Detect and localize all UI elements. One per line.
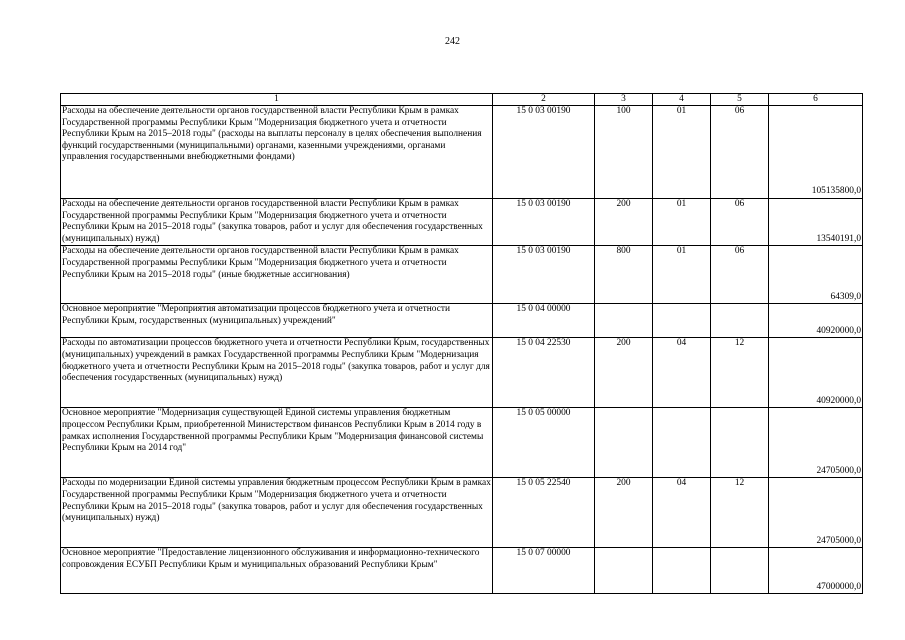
header-cell-code: 2 [493, 94, 595, 106]
row-name-cell: Основное мероприятие "Предоставление лицензионного обслуживания и информационно-технического сопровождения ЕСУБП Республики Крым и муниципальных образований Республики Крым" [61, 548, 493, 594]
row-vr-cell: 200 [595, 199, 653, 246]
row-vr-cell: 800 [595, 246, 653, 304]
row-pr-cell: 06 [711, 199, 769, 246]
row-code-cell: 15 0 03 00190 [493, 106, 595, 199]
header-cell-name: 1 [61, 94, 493, 106]
row-pr-cell: 12 [711, 478, 769, 548]
table-row [61, 548, 863, 594]
row-sum-cell: 24705000,0 [769, 478, 863, 548]
row-code-cell: 15 0 03 00190 [493, 246, 595, 304]
table-row [61, 106, 863, 199]
row-name-cell: Основное мероприятие "Модернизация существующей Единой системы управления бюджетным процессом Республики Крым, приобретенной Министерством финансов Республики Крым в 2014 году в рамках исполнения Государственной программы Республики Крым "Модернизация финансовой системы Республики Крым на 2014 год" [61, 408, 493, 478]
row-rz-cell: 01 [653, 106, 711, 199]
row-sum-cell: 47000000,0 [769, 548, 863, 594]
row-name-cell: Расходы по автоматизации процессов бюджетного учета и отчетности Республики Крым, государственных (муниципальных) учреждений в рамках Государственной программы Республики Крым "Модернизация бюджетного учета и отчетности Республики Крым на 2015–2018 годы" (закупка товаров, работ и услуг для обеспечения государственных (муниципальных) нужд) [61, 338, 493, 408]
header-cell-pr: 5 [711, 94, 769, 106]
budget-table [60, 93, 863, 594]
row-rz-cell [653, 408, 711, 478]
row-vr-cell [595, 548, 653, 594]
table-row [61, 338, 863, 408]
header-cell-sum: 6 [769, 94, 863, 106]
row-sum-cell: 40920000,0 [769, 338, 863, 408]
row-name-cell: Расходы на обеспечение деятельности органов государственной власти Республики Крым в рамках Государственной программы Республики Крым "Модернизация бюджетного учета и отчетности Республики Крым на 2015–2018 годы" (расходы на выплаты персоналу в целях обеспечения выполнения функций государственными (муниципальными) органами, казенными учреждениями, органами управления государственными внебюджетными фондами) [61, 106, 493, 199]
row-sum-cell: 105135800,0 [769, 106, 863, 199]
row-name-cell: Расходы на обеспечение деятельности органов государственной власти Республики Крым в рамках Государственной программы Республики Крым "Модернизация бюджетного учета и отчетности Республики Крым на 2015–2018 годы" (иные бюджетные ассигнования) [61, 246, 493, 304]
row-name-cell: Расходы по модернизации Единой системы управления бюджетным процессом Республики Крым в рамках Государственной программы Республики Крым "Модернизация бюджетного учета и отчетности Республики Крым на 2015–2018 годы" (закупка товаров, работ и услуг для обеспечения государственных (муниципальных) нужд) [61, 478, 493, 548]
row-sum-cell: 40920000,0 [769, 304, 863, 338]
row-rz-cell: 01 [653, 246, 711, 304]
row-rz-cell: 01 [653, 199, 711, 246]
row-vr-cell [595, 408, 653, 478]
row-code-cell: 15 0 03 00190 [493, 199, 595, 246]
row-sum-cell: 13540191,0 [769, 199, 863, 246]
row-code-cell: 15 0 04 22530 [493, 338, 595, 408]
row-name-cell: Основное мероприятие "Мероприятия автоматизации процессов бюджетного учета и отчетности Республики Крым, государственных (муниципальных) учреждений" [61, 304, 493, 338]
table-row [61, 199, 863, 246]
row-pr-cell: 06 [711, 106, 769, 199]
row-name-cell: Расходы на обеспечение деятельности органов государственной власти Республики Крым в рамках Государственной программы Республики Крым "Модернизация бюджетного учета и отчетности Республики Крым на 2015–2018 годы" (закупка товаров, работ и услуг для обеспечения государственных (муниципальных) нужд) [61, 199, 493, 246]
row-rz-cell: 04 [653, 478, 711, 548]
page-number: 242 [445, 36, 460, 47]
row-code-cell: 15 0 04 00000 [493, 304, 595, 338]
row-pr-cell: 06 [711, 246, 769, 304]
table-row [61, 246, 863, 304]
row-vr-cell [595, 304, 653, 338]
row-pr-cell [711, 304, 769, 338]
header-cell-rz: 4 [653, 94, 711, 106]
row-code-cell: 15 0 05 22540 [493, 478, 595, 548]
row-pr-cell [711, 408, 769, 478]
table-header-row [61, 94, 863, 106]
row-rz-cell [653, 548, 711, 594]
row-code-cell: 15 0 07 00000 [493, 548, 595, 594]
header-cell-vr: 3 [595, 94, 653, 106]
row-rz-cell [653, 304, 711, 338]
row-vr-cell: 100 [595, 106, 653, 199]
row-pr-cell [711, 548, 769, 594]
table-row [61, 304, 863, 338]
row-sum-cell: 24705000,0 [769, 408, 863, 478]
row-code-cell: 15 0 05 00000 [493, 408, 595, 478]
row-rz-cell: 04 [653, 338, 711, 408]
row-sum-cell: 64309,0 [769, 246, 863, 304]
row-vr-cell: 200 [595, 338, 653, 408]
table-row [61, 478, 863, 548]
table-row [61, 408, 863, 478]
row-pr-cell: 12 [711, 338, 769, 408]
row-vr-cell: 200 [595, 478, 653, 548]
